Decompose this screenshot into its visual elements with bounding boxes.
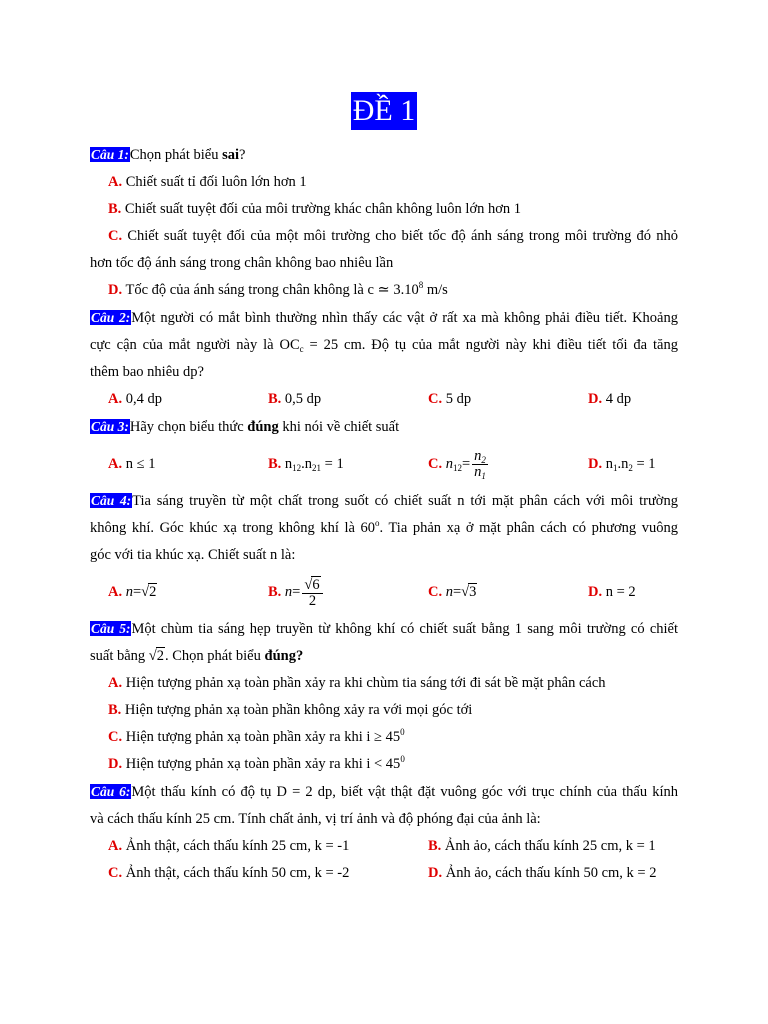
question-5-option-a bbox=[90, 670, 678, 697]
subscript: 12 bbox=[452, 462, 462, 473]
option-letter: B. bbox=[268, 583, 282, 600]
question-3-option-a bbox=[108, 451, 268, 478]
question-1-option-c bbox=[90, 223, 678, 250]
sqrt-radicand: 6 bbox=[312, 576, 320, 593]
option-letter: A. bbox=[108, 174, 123, 190]
option-text: .n bbox=[617, 455, 629, 472]
math-var: n bbox=[445, 455, 453, 472]
question-4-option-b bbox=[268, 576, 428, 609]
sqrt-radicand: 2 bbox=[156, 648, 165, 664]
question-3-option-d bbox=[588, 451, 656, 478]
question-2-text-a: cực cận của mắt người này là OC bbox=[90, 337, 300, 353]
question-3-text-end: khi nói về chiết suất bbox=[278, 419, 400, 435]
option-text: .n bbox=[301, 455, 313, 472]
question-2-option-c bbox=[428, 386, 588, 413]
question-1-option-b bbox=[90, 196, 678, 223]
question-6-option-b bbox=[428, 833, 656, 860]
question-2-stem-line3: thêm bao nhiêu dp? bbox=[90, 364, 204, 380]
option-letter: C. bbox=[428, 583, 443, 600]
question-5-option-d bbox=[90, 751, 678, 778]
question-5-stem-line1 bbox=[90, 615, 678, 643]
option-letter: A. bbox=[108, 583, 123, 600]
question-5-option-b bbox=[90, 697, 678, 724]
question-3-option-b bbox=[268, 451, 428, 478]
question-4-options bbox=[90, 569, 678, 615]
option-text: Chiết suất tuyệt đối của một môi trường cho biết tốc độ ánh sáng trong môi trường đó nhỏ bbox=[127, 228, 678, 244]
question-4-stem-line3: góc với tia khúc xạ. Chiết suất n là: bbox=[90, 547, 296, 563]
question-4-label: Câu 4: bbox=[91, 493, 132, 508]
fraction bbox=[472, 449, 488, 480]
equals-sign: = bbox=[292, 583, 301, 600]
subscript: 2 bbox=[628, 462, 633, 473]
option-text: Hiện tượng phản xạ toàn phần xảy ra khi i < 45 bbox=[125, 756, 401, 772]
exam-content bbox=[90, 141, 678, 887]
question-5-text: Một chùm tia sáng hẹp truyền từ không khí có chiết suất bằng 1 sang môi trường có chiết bbox=[131, 621, 678, 637]
question-5-text-a: suất bằng bbox=[90, 648, 149, 664]
subscript: 12 bbox=[292, 462, 302, 473]
option-text: 0,5 dp bbox=[284, 391, 322, 407]
question-2-stem-line1 bbox=[90, 304, 678, 332]
option-letter: B. bbox=[108, 201, 122, 217]
question-1-bold: sai bbox=[222, 147, 240, 163]
question-5-label: Câu 5: bbox=[91, 621, 131, 636]
subscript: 21 bbox=[312, 462, 322, 473]
equals-sign: = bbox=[461, 455, 471, 472]
question-4-option-a: A. n=√2 bbox=[108, 583, 157, 600]
question-1-option-c-cont: hơn tốc độ ánh sáng trong chân không bao nhiêu lần bbox=[90, 255, 394, 271]
title-wrap bbox=[0, 92, 768, 130]
option-text: Ảnh thật, cách thấu kính 25 cm, k = -1 bbox=[125, 838, 350, 854]
subscript: 1 bbox=[612, 462, 618, 473]
question-3-label: Câu 3: bbox=[91, 419, 129, 434]
option-text: n = 2 bbox=[605, 583, 636, 600]
option-letter: D. bbox=[588, 583, 603, 600]
question-1-option-d bbox=[90, 277, 678, 304]
option-text: Hiện tượng phản xạ toàn phần xảy ra khi chùm tia sáng tới đi sát bề mặt phân cách bbox=[125, 675, 606, 691]
question-1-text: Chọn phát biểu bbox=[129, 147, 223, 163]
option-letter: D. bbox=[588, 391, 603, 407]
question-1-text-end: ? bbox=[239, 147, 246, 163]
question-6-option-c bbox=[108, 860, 428, 887]
question-6-stem-line2: và cách thấu kính 25 cm. Tính chất ảnh, vị trí ảnh và độ phóng đại của ảnh là: bbox=[90, 811, 541, 827]
option-text: Chiết suất tuyệt đối của môi trường khác chân không luôn lớn hơn 1 bbox=[124, 201, 522, 217]
question-4-option-c: C. n=√3 bbox=[428, 583, 477, 600]
option-text: 4 dp bbox=[605, 391, 632, 407]
option-text: n bbox=[605, 455, 613, 472]
question-6-option-d bbox=[428, 860, 656, 887]
superscript: 8 bbox=[418, 280, 424, 290]
option-letter: D. bbox=[588, 455, 603, 472]
question-2-label: Câu 2: bbox=[91, 310, 131, 325]
fraction-numerator bbox=[472, 449, 488, 465]
question-6-options-row2 bbox=[90, 860, 678, 887]
option-text-end: m/s bbox=[423, 282, 448, 298]
question-3-text: Hãy chọn biểu thức bbox=[129, 419, 248, 435]
question-4-text-a: không khí. Góc khúc xạ trong không khí là 60 bbox=[90, 520, 376, 536]
question-2-text: Một người có mắt bình thường nhìn thấy các vật ở rất xa mà không phải điều tiết. Khoảng bbox=[131, 310, 678, 326]
math-var: n bbox=[474, 447, 482, 464]
subscript: c bbox=[299, 344, 304, 354]
option-text: Tốc độ của ánh sáng trong chân không là c ≃ 3.10 bbox=[125, 282, 419, 298]
option-letter: B. bbox=[268, 391, 282, 407]
option-letter: B. bbox=[108, 702, 122, 718]
question-3-option-c bbox=[428, 449, 588, 480]
question-6-options-row1 bbox=[90, 833, 678, 860]
option-letter: C. bbox=[428, 455, 443, 472]
question-6-text: Một thấu kính có độ tụ D = 2 dp, biết vật thật đặt vuông góc với trục chính của thấu kính bbox=[131, 784, 678, 800]
sqrt-radicand: 3 bbox=[469, 583, 477, 600]
option-text: Ảnh ảo, cách thấu kính 50 cm, k = 2 bbox=[445, 865, 657, 881]
question-5-option-c bbox=[90, 724, 678, 751]
math-var: n bbox=[125, 583, 133, 600]
question-2-option-d bbox=[588, 386, 631, 413]
question-4-text: Tia sáng truyền từ một chất trong suốt có chiết suất n tới mặt phân cách với môi trường bbox=[132, 493, 678, 509]
option-letter: A. bbox=[108, 838, 123, 854]
option-letter: A. bbox=[108, 675, 123, 691]
option-letter: A. bbox=[108, 455, 123, 472]
option-letter: D. bbox=[108, 282, 123, 298]
subscript: 2 bbox=[481, 454, 486, 465]
question-5-bold: đúng? bbox=[264, 648, 304, 664]
option-letter: D. bbox=[108, 756, 123, 772]
question-3-bold: đúng bbox=[247, 419, 279, 435]
option-text: Ảnh thật, cách thấu kính 50 cm, k = -2 bbox=[125, 865, 350, 881]
option-letter: A. bbox=[108, 391, 123, 407]
equals-sign: = bbox=[132, 583, 142, 600]
fraction-denominator: 2 bbox=[308, 592, 317, 609]
question-2-option-b bbox=[268, 386, 428, 413]
option-text: n bbox=[284, 455, 293, 472]
option-letter: C. bbox=[108, 865, 123, 881]
question-4-option-d bbox=[588, 579, 636, 606]
option-letter: C. bbox=[108, 729, 123, 745]
superscript: 0 bbox=[400, 754, 405, 764]
question-3-options bbox=[90, 441, 678, 487]
question-5-stem-line2: suất bằng √2. Chọn phát biểu đúng? bbox=[90, 648, 304, 664]
option-text: Ảnh ảo, cách thấu kính 25 cm, k = 1 bbox=[444, 838, 656, 854]
question-4-text-b: . Tia phản xạ ở mặt phân cách có phương vuông bbox=[379, 520, 678, 536]
math-var: n bbox=[284, 583, 293, 600]
option-text: 0,4 dp bbox=[125, 391, 162, 407]
question-6-label: Câu 6: bbox=[91, 784, 131, 799]
math-var: n bbox=[445, 583, 453, 600]
equals-sign: = bbox=[452, 583, 462, 600]
question-5-text-b: . Chọn phát biểu bbox=[165, 648, 265, 664]
option-text: Chiết suất tỉ đối luôn lớn hơn 1 bbox=[125, 174, 307, 190]
question-2-option-a bbox=[108, 386, 268, 413]
option-letter: C. bbox=[428, 391, 443, 407]
superscript: 0 bbox=[400, 727, 405, 737]
fraction-numerator: √6 bbox=[302, 576, 322, 594]
option-letter: D. bbox=[428, 865, 443, 881]
question-1-stem bbox=[90, 141, 678, 169]
question-6-option-a bbox=[108, 833, 428, 860]
option-letter: B. bbox=[268, 455, 282, 472]
option-letter: C. bbox=[108, 228, 123, 244]
question-4-stem-line2 bbox=[90, 515, 678, 542]
math-var: n bbox=[474, 463, 482, 480]
question-6-stem-line1 bbox=[90, 778, 678, 806]
option-letter: B. bbox=[428, 838, 442, 854]
sqrt-radicand: 2 bbox=[149, 583, 157, 600]
option-text: = 1 bbox=[321, 455, 344, 472]
question-1-option-a bbox=[90, 169, 678, 196]
question-2-stem-line2 bbox=[90, 332, 678, 359]
option-text: 5 dp bbox=[445, 391, 472, 407]
question-1-label: Câu 1: bbox=[91, 147, 129, 162]
question-2-text-b: = 25 cm. Độ tụ của mắt người này khi điều tiết tối đa tăng bbox=[303, 337, 678, 353]
question-2-options bbox=[90, 386, 678, 413]
option-text: Hiện tượng phản xạ toàn phần xảy ra khi i ≥ 45 bbox=[125, 729, 401, 745]
superscript: o bbox=[375, 518, 380, 528]
question-3-stem bbox=[90, 413, 678, 441]
option-text: = 1 bbox=[632, 455, 656, 472]
question-4-stem-line1 bbox=[90, 487, 678, 515]
option-text: Hiện tượng phản xạ toàn phần không xảy ra với mọi góc tới bbox=[124, 702, 473, 718]
subscript: 1 bbox=[481, 470, 486, 481]
page-title: ĐỀ 1 bbox=[351, 92, 418, 130]
fraction bbox=[302, 576, 322, 609]
fraction-denominator bbox=[472, 465, 488, 480]
option-text: n ≤ 1 bbox=[125, 455, 156, 472]
